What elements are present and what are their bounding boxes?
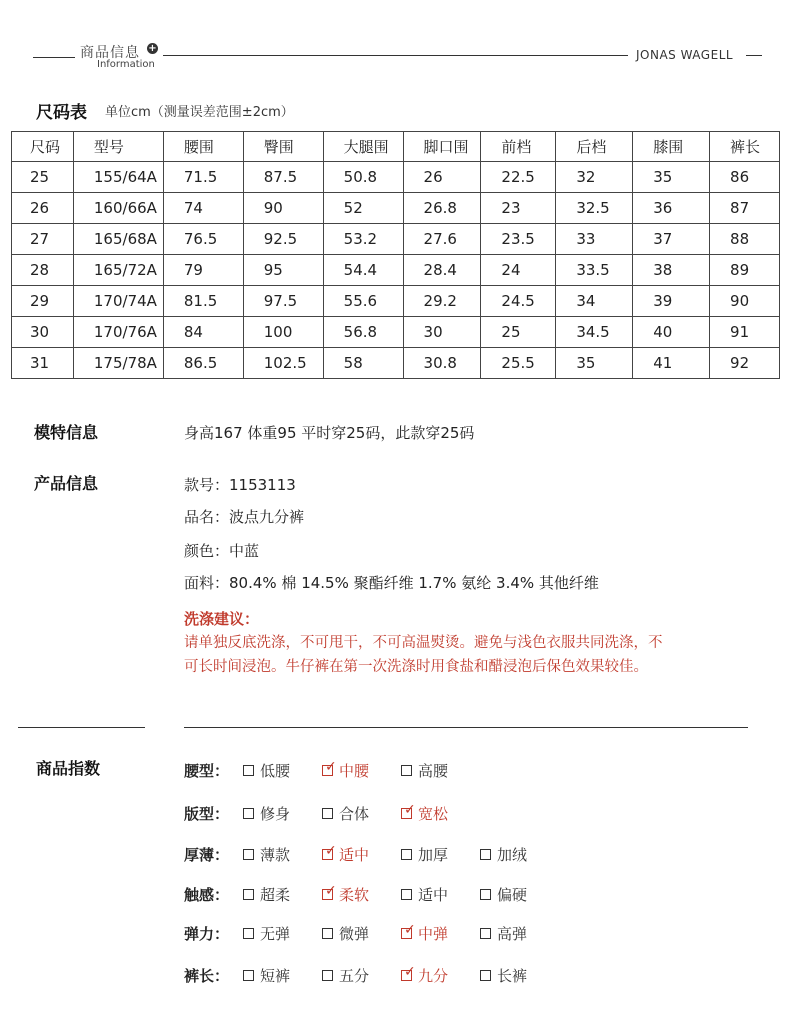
table-cell: 30 (12, 317, 74, 348)
product-info-label: 产品信息 (34, 474, 99, 493)
table-cell: 23 (481, 193, 556, 224)
table-cell: 33.5 (556, 255, 633, 286)
checkbox-icon[interactable] (243, 849, 254, 860)
table-row (12, 255, 780, 286)
model-info-text: 身高167 体重95 平时穿25码，此款穿25码 (184, 424, 475, 442)
checkbox-icon[interactable] (243, 765, 254, 776)
check-icon: ✓ (404, 964, 416, 980)
checkbox-icon[interactable] (243, 928, 254, 939)
brand-name: JONAS WAGELL (636, 48, 734, 62)
index-option-label: 合体 (339, 805, 370, 823)
table-header-cell: 裤长 (710, 132, 780, 162)
table-cell: 74 (163, 193, 243, 224)
table-cell: 81.5 (163, 286, 243, 317)
index-row-label: 触感： (184, 886, 230, 904)
header-rule-right (746, 55, 762, 56)
index-option[interactable] (322, 760, 369, 781)
table-row (12, 286, 780, 317)
table-row (12, 193, 780, 224)
table-cell: 23.5 (481, 224, 556, 255)
index-option[interactable] (243, 760, 290, 781)
table-cell: 91 (710, 317, 780, 348)
table-header-cell: 脚口围 (403, 132, 481, 162)
index-option[interactable] (243, 923, 290, 944)
index-option-label: 加厚 (418, 846, 449, 864)
table-cell: 55.6 (323, 286, 403, 317)
table-cell: 34 (556, 286, 633, 317)
checkbox-icon[interactable] (322, 970, 333, 981)
table-cell: 31 (12, 348, 74, 379)
check-icon: ✓ (325, 759, 337, 775)
header-rule-left (33, 57, 75, 58)
checkbox-checked-icon[interactable] (322, 843, 337, 860)
table-cell: 27.6 (403, 224, 481, 255)
check-icon: ✓ (325, 883, 337, 899)
table-cell: 41 (633, 348, 710, 379)
index-option[interactable] (243, 965, 290, 986)
table-cell: 87.5 (243, 162, 323, 193)
table-cell: 170/74A (73, 286, 163, 317)
index-option[interactable] (401, 844, 448, 865)
index-option-label: 中腰 (339, 762, 370, 780)
index-option[interactable] (322, 884, 369, 905)
index-option-label: 适中 (418, 886, 449, 904)
table-cell: 53.2 (323, 224, 403, 255)
wash-text: 请单独反底洗涤，不可甩干，不可高温熨烫。避免与浅色衣服共同洗涤，不可长时间浸泡。牛仔裤在第一次洗涤时用食盐和醋浸泡后保色效果较佳。 (184, 635, 663, 675)
table-cell: 90 (710, 286, 780, 317)
table-cell: 33 (556, 224, 633, 255)
product-index-label: 商品指数 (36, 759, 101, 778)
table-cell: 92 (710, 348, 780, 379)
product-fabric: 面料：80.4% 棉 14.5% 聚酯纤维 1.7% 氨纶 3.4% 其他纤维 (184, 574, 599, 592)
checkbox-icon[interactable] (322, 928, 333, 939)
table-cell: 56.8 (323, 317, 403, 348)
index-option[interactable] (401, 760, 448, 781)
divider-right (184, 727, 748, 728)
table-cell: 102.5 (243, 348, 323, 379)
table-cell: 27 (12, 224, 74, 255)
table-cell: 100 (243, 317, 323, 348)
checkbox-icon[interactable] (480, 849, 491, 860)
index-option-label: 中弹 (418, 925, 449, 943)
table-header-cell: 尺码 (12, 132, 74, 162)
index-option[interactable] (322, 923, 369, 944)
checkbox-checked-icon[interactable] (401, 922, 416, 939)
table-header-cell: 前档 (481, 132, 556, 162)
table-cell: 92.5 (243, 224, 323, 255)
table-cell: 25.5 (481, 348, 556, 379)
checkbox-checked-icon[interactable] (322, 883, 337, 900)
model-info-label: 模特信息 (34, 423, 99, 442)
table-cell: 86.5 (163, 348, 243, 379)
table-header-cell: 型号 (73, 132, 163, 162)
index-row-label: 弹力： (184, 925, 230, 943)
table-cell: 76.5 (163, 224, 243, 255)
table-header-cell: 腰围 (163, 132, 243, 162)
table-header-cell: 臀围 (243, 132, 323, 162)
table-cell: 88 (710, 224, 780, 255)
table-cell: 25 (481, 317, 556, 348)
table-cell: 84 (163, 317, 243, 348)
index-option-label: 薄款 (260, 846, 291, 864)
checkbox-checked-icon[interactable] (322, 759, 337, 776)
table-header-cell: 膝围 (633, 132, 710, 162)
checkbox-icon[interactable] (401, 889, 412, 900)
table-row (12, 348, 780, 379)
product-style-no: 款号：1153113 (184, 476, 296, 494)
header-title-cn: 商品信息 (80, 45, 140, 61)
check-icon: ✓ (325, 843, 337, 859)
table-cell: 155/64A (73, 162, 163, 193)
table-cell: 28 (12, 255, 74, 286)
table-cell: 38 (633, 255, 710, 286)
index-option-label: 高弹 (497, 925, 528, 943)
table-cell: 24.5 (481, 286, 556, 317)
checkbox-icon[interactable] (401, 765, 412, 776)
table-cell: 54.4 (323, 255, 403, 286)
product-name: 品名：波点九分裤 (184, 508, 305, 526)
size-chart-unit: 单位cm（测量误差范围±2cm） (105, 105, 294, 120)
index-option[interactable] (401, 923, 448, 944)
table-cell: 58 (323, 348, 403, 379)
table-cell: 39 (633, 286, 710, 317)
index-option-label: 低腰 (260, 762, 291, 780)
table-cell: 35 (633, 162, 710, 193)
table-cell: 30.8 (403, 348, 481, 379)
table-cell: 37 (633, 224, 710, 255)
index-option-label: 无弹 (260, 925, 291, 943)
checkbox-icon[interactable] (480, 970, 491, 981)
product-color: 颜色：中蓝 (184, 542, 260, 560)
index-option[interactable] (243, 884, 290, 905)
index-row-label: 版型： (184, 805, 230, 823)
index-option-label: 微弹 (339, 925, 370, 943)
index-option[interactable] (401, 803, 448, 824)
table-cell: 40 (633, 317, 710, 348)
index-option-label: 修身 (260, 805, 291, 823)
table-header-row (12, 132, 780, 162)
checkbox-checked-icon[interactable] (401, 964, 416, 981)
index-option[interactable] (322, 844, 369, 865)
index-option-label: 偏硬 (497, 886, 528, 904)
index-option[interactable] (401, 965, 448, 986)
header-rule-center (163, 55, 628, 56)
index-option[interactable] (322, 965, 369, 986)
table-cell: 52 (323, 193, 403, 224)
checkbox-icon[interactable] (322, 808, 333, 819)
table-cell: 95 (243, 255, 323, 286)
index-row-label: 腰型： (184, 762, 230, 780)
table-cell: 26.8 (403, 193, 481, 224)
checkbox-icon[interactable] (480, 928, 491, 939)
index-option-label: 长裤 (497, 967, 528, 985)
table-cell: 50.8 (323, 162, 403, 193)
table-cell: 97.5 (243, 286, 323, 317)
table-cell: 160/66A (73, 193, 163, 224)
index-option-label: 五分 (339, 967, 370, 985)
table-cell: 36 (633, 193, 710, 224)
checkbox-icon[interactable] (243, 889, 254, 900)
table-cell: 26 (12, 193, 74, 224)
index-option[interactable] (401, 884, 448, 905)
index-option[interactable] (480, 884, 527, 905)
table-cell: 71.5 (163, 162, 243, 193)
index-option[interactable] (480, 923, 527, 944)
checkbox-icon[interactable] (401, 849, 412, 860)
checkbox-icon[interactable] (243, 970, 254, 981)
table-cell: 175/78A (73, 348, 163, 379)
index-option[interactable] (243, 803, 290, 824)
plus-icon: + (148, 43, 157, 54)
header-title-en: Information (97, 59, 155, 70)
table-cell: 25 (12, 162, 74, 193)
table-cell: 34.5 (556, 317, 633, 348)
table-cell: 32 (556, 162, 633, 193)
table-cell: 170/76A (73, 317, 163, 348)
index-option-label: 短裤 (260, 967, 291, 985)
table-cell: 35 (556, 348, 633, 379)
table-row (12, 224, 780, 255)
table-cell: 90 (243, 193, 323, 224)
index-option[interactable] (480, 965, 527, 986)
index-option-label: 高腰 (418, 762, 449, 780)
index-row-label: 厚薄： (184, 846, 230, 864)
table-cell: 89 (710, 255, 780, 286)
table-cell: 32.5 (556, 193, 633, 224)
index-option-label: 加绒 (497, 846, 528, 864)
table-row (12, 317, 780, 348)
index-option-label: 宽松 (418, 805, 449, 823)
table-cell: 22.5 (481, 162, 556, 193)
table-row (12, 162, 780, 193)
index-option-label: 柔软 (339, 886, 370, 904)
table-cell: 79 (163, 255, 243, 286)
table-cell: 165/68A (73, 224, 163, 255)
wash-title: 洗涤建议： (184, 610, 260, 628)
table-cell: 29 (12, 286, 74, 317)
index-row-label: 裤长： (184, 967, 230, 985)
index-option-label: 适中 (339, 846, 370, 864)
table-cell: 86 (710, 162, 780, 193)
table-cell: 87 (710, 193, 780, 224)
index-option-label: 超柔 (260, 886, 291, 904)
table-cell: 165/72A (73, 255, 163, 286)
check-icon: ✓ (404, 922, 416, 938)
index-option[interactable] (480, 844, 527, 865)
index-option-label: 九分 (418, 967, 449, 985)
table-cell: 26 (403, 162, 481, 193)
table-cell: 24 (481, 255, 556, 286)
check-icon: ✓ (404, 802, 416, 818)
index-option[interactable] (243, 844, 290, 865)
checkbox-checked-icon[interactable] (401, 802, 416, 819)
table-cell: 28.4 (403, 255, 481, 286)
checkbox-icon[interactable] (243, 808, 254, 819)
divider-left (18, 727, 145, 728)
index-option[interactable] (322, 803, 369, 824)
table-header-cell: 大腿围 (323, 132, 403, 162)
checkbox-icon[interactable] (480, 889, 491, 900)
table-cell: 29.2 (403, 286, 481, 317)
table-header-cell: 后档 (556, 132, 633, 162)
size-chart-title: 尺码表 (36, 103, 87, 123)
table-cell: 30 (403, 317, 481, 348)
size-table (11, 131, 780, 379)
